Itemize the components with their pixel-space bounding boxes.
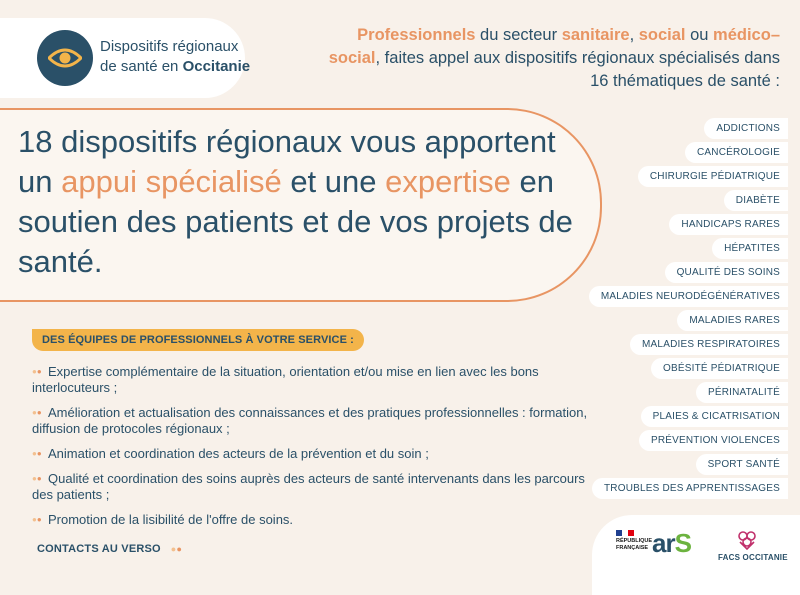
bullet-dots-icon: ●● [32, 408, 42, 417]
theme-tag: ADDICTIONS [704, 118, 788, 139]
ars-logo-s: S [674, 528, 691, 558]
theme-tag: PLAIES & CICATRISATION [641, 406, 788, 427]
intro-highlight-medico-social: médico–social [328, 26, 780, 67]
theme-tag: HANDICAPS RARES [669, 214, 788, 235]
theme-tag: SPORT SANTÉ [696, 454, 788, 475]
headline [18, 122, 598, 282]
section-title: DES ÉQUIPES DE PROFESSIONNELS À VOTRE SERVICE : [32, 329, 364, 351]
ars-logo-ar: ar [652, 528, 675, 558]
rf-line-2: FRANÇAISE [616, 545, 649, 551]
theme-tag: DIABÈTE [724, 190, 788, 211]
intro-text: du secteur [475, 26, 562, 44]
headline-text: 18 dispositifs régionaux vous apportent un [18, 124, 556, 199]
logo-region: Occitanie [182, 58, 251, 75]
theme-tag: CANCÉROLOGIE [685, 142, 788, 163]
rf-line-1: RÉPUBLIQUE [616, 538, 653, 544]
contacts-label [37, 543, 182, 555]
logo-text [100, 37, 250, 77]
theme-tag: PRÉVENTION VIOLENCES [639, 430, 788, 451]
bullet-text: Animation et coordination des acteurs de la prévention et du soin ; [48, 446, 429, 461]
bullet-dots-icon: ●● [32, 474, 42, 483]
theme-tag: MALADIES RARES [677, 310, 788, 331]
republique-francaise-logo [616, 530, 656, 552]
theme-tag: OBÉSITÉ PÉDIATRIQUE [651, 358, 788, 379]
theme-tag: MALADIES RESPIRATOIRES [630, 334, 788, 355]
eye-icon [48, 46, 82, 70]
facs-label: FACS OCCITANIE [718, 553, 788, 562]
headline-text: en soutien des patients et de vos projets de santé. [18, 164, 573, 279]
theme-tag: QUALITÉ DES SOINS [665, 262, 788, 283]
headline-text: et une [281, 164, 386, 199]
bullet-text: Amélioration et actualisation des connaissances et des pratiques professionnelles : formation, diffusion de protocoles régionaux ; [32, 405, 588, 436]
theme-tag: MALADIES NEURODÉGÉNÉRATIVES [589, 286, 788, 307]
facs-logo-icon [736, 530, 758, 550]
logo-line-2 [100, 57, 250, 77]
list-item [32, 405, 592, 437]
intro-text: , [629, 26, 639, 44]
bullet-text: Expertise complémentaire de la situation, orientation et/ou mise en lien avec les bons interlocuteurs ; [32, 364, 539, 395]
list-item [32, 446, 592, 462]
bullet-list [32, 364, 592, 537]
logo-line-1: Dispositifs régionaux [100, 38, 239, 55]
bullet-text: Promotion de la lisibilité de l'offre de soins. [48, 512, 294, 527]
intro-paragraph [320, 24, 780, 93]
contacts-dots-icon: ●● [170, 544, 183, 554]
bullet-dots-icon: ●● [32, 515, 42, 524]
contacts-text: CONTACTS AU VERSO [37, 543, 161, 555]
ars-logo [652, 528, 691, 559]
intro-text: ou [685, 26, 714, 44]
theme-tag: TROUBLES DES APPRENTISSAGES [592, 478, 788, 499]
intro-highlight-social: social [638, 26, 686, 44]
theme-tag: PÉRINATALITÉ [696, 382, 788, 403]
logo-line-2-prefix: de santé en [100, 58, 179, 75]
rf-text [616, 538, 656, 552]
theme-tag: HÉPATITES [712, 238, 788, 259]
headline-highlight-expertise: expertise [385, 164, 511, 199]
list-item [32, 364, 592, 396]
intro-highlight-professionnels: Professionnels [357, 26, 476, 44]
list-item [32, 512, 592, 528]
bullet-dots-icon: ●● [32, 367, 42, 376]
bullet-text: Qualité et coordination des soins auprès des acteurs de santé intervenants dans les parcours des patients ; [32, 471, 585, 502]
intro-highlight-sanitaire: sanitaire [561, 26, 630, 44]
theme-list [588, 118, 788, 499]
headline-highlight-appui: appui spécialisé [61, 164, 282, 199]
intro-text: , faites appel aux dispositifs régionaux spécialisés dans 16 thématiques de santé : [375, 49, 780, 90]
french-flag-icon [616, 530, 634, 536]
list-item [32, 471, 592, 503]
bullet-dots-icon: ●● [32, 449, 42, 458]
theme-tag: CHIRURGIE PÉDIATRIQUE [638, 166, 788, 187]
